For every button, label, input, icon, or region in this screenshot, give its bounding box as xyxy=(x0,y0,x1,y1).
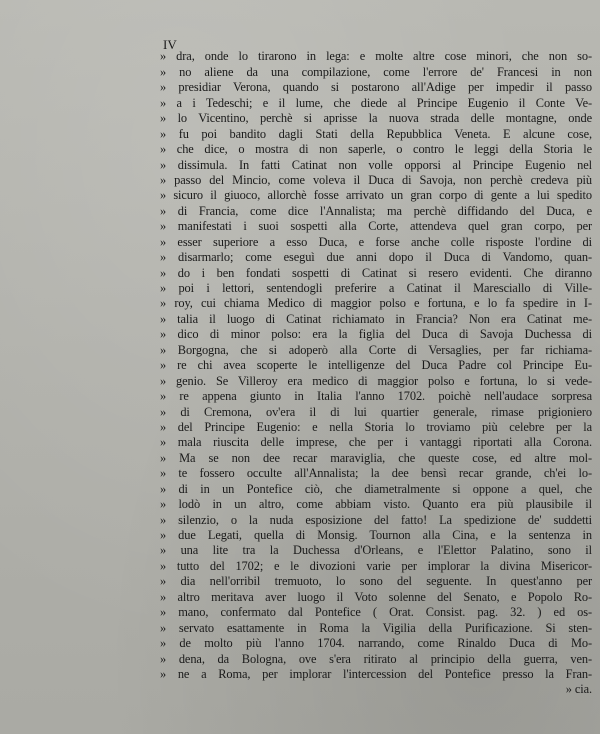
text-line: » de molto più l'anno 1704. narrando, come Rinaldo Duca di Mo- xyxy=(160,636,592,651)
text-line: » dena, da Bologna, ove s'era ritirato al principio della guerra, ven- xyxy=(160,651,592,666)
text-line: » altro meritava aver luogo il Voto solenne del Senato, e Popolo Ro- xyxy=(160,589,592,604)
page-text xyxy=(160,34,592,698)
text-line: » silenzio, o la nuda esposizione del fatto! La spedizione de' suddetti xyxy=(160,512,592,527)
text-line: » manifestati i suoi sospetti alla Corte, attendeva quel gran corpo, per xyxy=(160,219,592,234)
text-line: » dico di minor polso: era la figlia del Duca di Savoja Duchessa di xyxy=(160,327,592,342)
text-line: » dissimula. In fatti Catinat non volle opporsi al Principe Eugenio nel xyxy=(160,157,592,172)
text-line: » disarmarlo; come eseguì due anni dopo il Duca di Vandomo, quan- xyxy=(160,250,592,265)
text-line: » che dice, o mostra di non saperle, o contro le leggi della Storia le xyxy=(160,142,592,157)
text-line: » di Cremona, ov'era il di lui quartier generale, rimase prigioniero xyxy=(160,404,592,419)
text-line: » di Francia, come dice l'Annalista; ma perchè diffidando del Duca, e xyxy=(160,203,592,218)
text-line: » do i ben fondati sospetti di Catinat si resero evidenti. Che diranno xyxy=(160,265,592,280)
text-line: » del Principe Eugenio: e nella Storia lo troviamo più celebre per la xyxy=(160,419,592,434)
text-line: » presidiar Verona, quando si postarono all'Adige per impedir il passo xyxy=(160,80,592,95)
text-line: » lodò in un altro, come abbiam visto. Quanto era più plausibile il xyxy=(160,497,592,512)
text-line: » tutto del 1702; e le divozioni varie per implorar la divina Misericor- xyxy=(160,558,592,573)
text-line: » passo del Mincio, come voleva il Duca di Savoja, non perchè credeva più xyxy=(160,172,592,187)
text-line: » servato esattamente in Roma la Vigilia della Purificazione. Si sten- xyxy=(160,620,592,635)
text-line: » fu poi bandito dagli Stati della Repubblica Veneta. E alcune cose, xyxy=(160,126,592,141)
text-line: » sicuro il giuoco, allorchè fosse arrivato un gran corpo di gente a lui spedito xyxy=(160,188,592,203)
text-line: » mano, confermato dal Pontefice ( Orat. Consist. pag. 32. ) ed os- xyxy=(160,605,592,620)
text-line: » te fossero occulte all'Annalista; la dee bensì recar grande, ch'ei lo- xyxy=(160,466,592,481)
text-line: » ne a Roma, per implorar l'intercession del Pontefice presso la Fran- xyxy=(160,666,592,681)
text-line: » mala riuscita delle imprese, che per i vantaggi riportati alla Corona. xyxy=(160,435,592,450)
text-line: » una lite tra la Duchessa d'Orleans, e l'Elettor Palatino, sono il xyxy=(160,543,592,558)
text-line: » dia nell'orribil tremuoto, lo sono del seguente. In quest'anno per xyxy=(160,574,592,589)
text-line: » lo Vicentino, perchè si aprisse la nuova strada delle montagne, onde xyxy=(160,111,592,126)
text-line: » Ma se non dee recar maraviglia, che queste cose, ed altre mol- xyxy=(160,450,592,465)
text-line: » no aliene da una compilazione, come l'errore de' Francesi in non xyxy=(160,64,592,79)
text-line: » Borgogna, che si adoperò alla Corte di Versaglies, per far richiama- xyxy=(160,342,592,357)
text-line: » talia il luogo di Catinat richiamato in Francia? Non era Catinat me- xyxy=(160,311,592,326)
text-line: » poi i lettori, sentendogli preferire a Catinat il Maresciallo di Ville- xyxy=(160,281,592,295)
text-line: » re chi avea scoperte le intelligenze del Duca Padre col Principe Eu- xyxy=(160,358,592,373)
text-line: » roy, cui chiama Medico di maggior polso e fortuna, e lo fa spedire in I- xyxy=(160,296,592,311)
text-line: » re appena giunto in Italia l'anno 1702. poichè nell'audace sorpresa xyxy=(160,389,592,404)
page-number: IV xyxy=(163,37,177,52)
text-line: » cia. xyxy=(565,682,592,697)
text-line: » esser superiore a esso Duca, e forse anche colle risposte l'ordine di xyxy=(160,234,592,249)
text-line: » due Legati, quella di Monsig. Tournon alla Cina, e la sentenza in xyxy=(160,528,592,542)
text-line: » dra, onde lo tirarono in lega: e molte altre cose minori, che non so- xyxy=(160,49,592,64)
text-line: » genio. Se Villeroy era medico di maggior polso e fortuna, lo si vede- xyxy=(160,373,592,388)
text-line: » a i Tedeschi; e il lume, che diede al Principe Eugenio il Conte Ve- xyxy=(160,95,592,110)
text-line: » di in un Pontefice ciò, che diametralmente si oppone a quel, che xyxy=(160,481,592,496)
